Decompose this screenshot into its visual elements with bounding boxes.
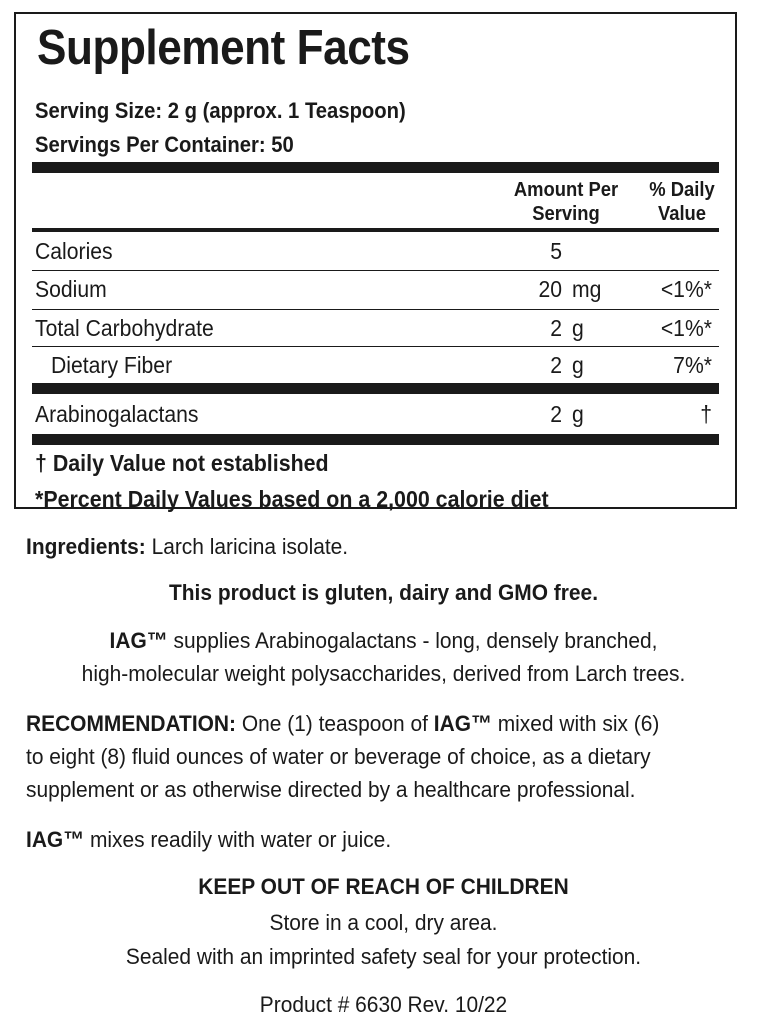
nutrient-row: [32, 348, 719, 382]
nutrient-name: Total Carbohydrate: [35, 315, 214, 341]
thick-divider: [32, 383, 719, 394]
product-description: IAG™ supplies Arabinogalactans - long, densely branched, high-molecular weight polysaccharides, derived from Larch trees.: [81, 628, 686, 686]
footnote-dagger: † Daily Value not established: [35, 450, 329, 476]
supplement-facts-panel: [14, 12, 737, 512]
nutrient-daily-value: <1%*: [660, 276, 712, 302]
recommendation: RECOMMENDATION: One (1) teaspoon of IAG™ mixed with six (6) to eight (8) fluid ounces of water or beverage of choice, as a dietary supplement or as otherwise directed by a healthcare professional.: [26, 711, 660, 802]
serving-size: Serving Size: 2 g (approx. 1 Teaspoon): [35, 98, 406, 123]
nutrient-daily-value: <1%*: [660, 315, 712, 341]
nutrient-name: Sodium: [35, 276, 107, 302]
ingredients-text: Larch laricina isolate.: [145, 534, 349, 559]
thick-divider: [32, 162, 719, 173]
nutrient-name: Arabinogalactans: [35, 401, 199, 427]
nutrient-unit: mg: [572, 276, 602, 302]
safety-seal-note: Sealed with an imprinted safety seal for your protection.: [125, 944, 642, 969]
nutrient-unit: g: [572, 315, 584, 341]
ingredients-label: Ingredients:: [26, 534, 146, 559]
nutrient-name: Dietary Fiber: [51, 352, 173, 378]
nutrient-unit: g: [572, 352, 584, 378]
nutrient-amount: 20: [538, 276, 562, 302]
ingredients: [26, 530, 348, 563]
storage-instructions: Store in a cool, dry area.: [269, 910, 498, 935]
header-daily-value: % Daily Value: [649, 179, 715, 225]
nutrient-amount: 5: [550, 238, 562, 264]
nutrient-amount: 2: [550, 352, 562, 378]
nutrient-row: [32, 397, 719, 431]
product-code: Product # 6630 Rev. 10/22: [259, 992, 508, 1017]
thick-divider: [32, 434, 719, 445]
nutrient-daily-value: 7%*: [673, 352, 712, 378]
footnote-percent: *Percent Daily Values based on a 2,000 calorie diet: [35, 486, 549, 512]
brand-name: IAG™: [109, 628, 168, 653]
nutrient-amount: 2: [550, 401, 562, 427]
servings-per-container: Servings Per Container: 50: [35, 132, 294, 157]
mixing-note: IAG™ mixes readily with water or juice.: [26, 827, 392, 852]
brand-name: IAG™: [433, 711, 492, 736]
nutrient-name: Calories: [35, 238, 113, 264]
row-divider: [32, 270, 719, 271]
nutrient-daily-value: †: [700, 401, 712, 427]
nutrient-row: [32, 234, 719, 268]
row-divider: [32, 309, 719, 310]
brand-name: IAG™: [26, 827, 85, 852]
nutrient-row: [32, 311, 719, 345]
header-amount-per-serving: Amount Per Serving: [513, 179, 619, 225]
nutrient-amount: 2: [550, 315, 562, 341]
recommendation-label: RECOMMENDATION:: [26, 711, 237, 736]
nutrient-row: [32, 272, 719, 306]
row-divider: [32, 346, 719, 347]
header-divider: [32, 228, 719, 232]
allergen-statement: This product is gluten, dairy and GMO free.: [168, 580, 599, 605]
nutrient-unit: g: [572, 401, 584, 427]
panel-title: Supplement Facts: [37, 21, 410, 75]
child-warning: KEEP OUT OF REACH OF CHILDREN: [198, 874, 569, 899]
